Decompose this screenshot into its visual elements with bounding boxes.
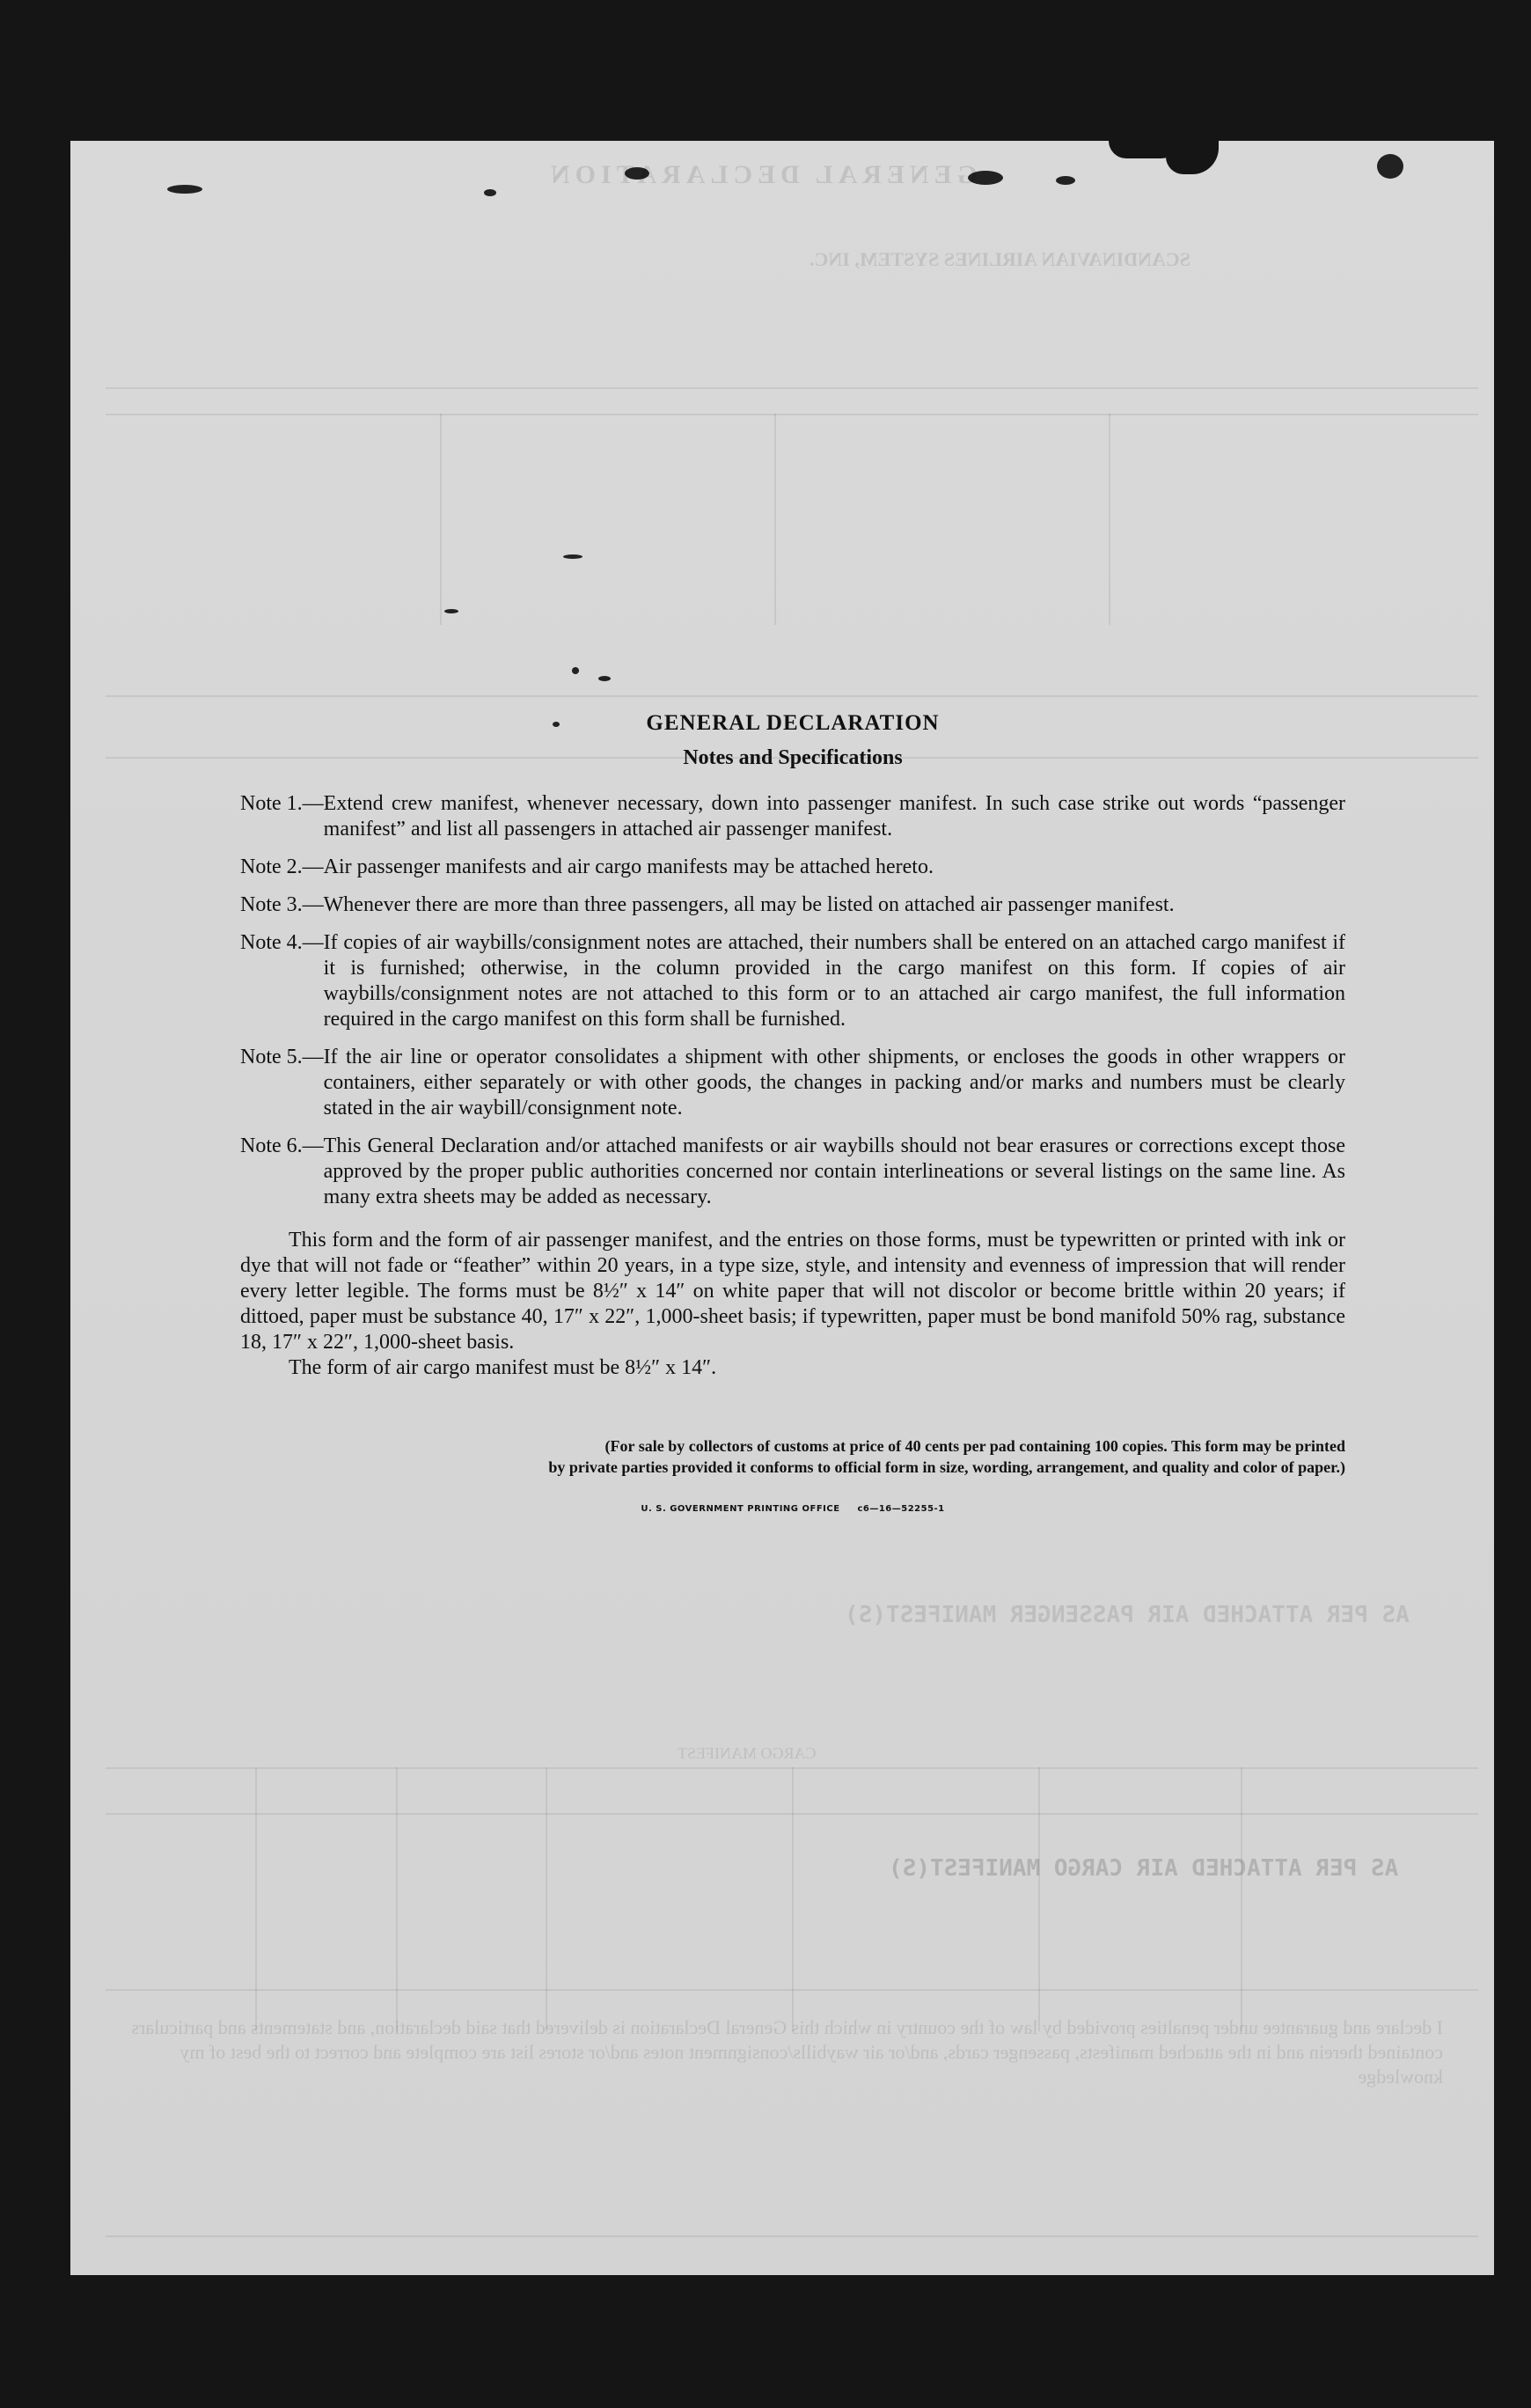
- note-2: [240, 855, 1345, 880]
- ink-speck: [167, 185, 202, 194]
- note-label: Note 1.—: [240, 792, 324, 815]
- ghost-rule: [774, 414, 776, 625]
- ghost-airline: SCANDINAVIAN AIRLINES SYSTEM, INC.: [809, 248, 1190, 270]
- ghost-rule: [396, 1767, 398, 2031]
- note-label: Note 6.—: [240, 1134, 324, 1157]
- form-requirements-paragraph: This form and the form of air passenger manifest, and the entries on those forms, must be typewritten or printed with ink or dye that will not fade or “feather” within 20 years, in a type size, style, and intensity and evenness of impression that will render every letter legible. The forms must be 8½″ x 14″ on white paper that will not discolor or become brittle within 20 years; if dittoed, paper must be substance 40, 17″ x 22″, 1,000-sheet basis; if typewritten, paper must be bond manifold 50% rag, substance 18, 17″ x 22″, 1,000-sheet basis.: [240, 1229, 1345, 1354]
- ghost-rule: [106, 1989, 1478, 1991]
- note-label: Note 5.—: [240, 1046, 324, 1068]
- ink-speck: [484, 189, 496, 196]
- ghost-declaration: I declare and guarantee under penalties provided by law of the country in which this General Declaration is delivered that said declaration, and statements and particulars contained therein and in the attached manifests, passenger cards, and/or air waybills/consignment notes and/or stores list are complete and correct to the best of my knowledge: [131, 2016, 1443, 2088]
- ink-speck: [1377, 154, 1403, 179]
- note-label: Note 3.—: [240, 893, 324, 916]
- ink-speck: [1056, 176, 1075, 185]
- ghost-rule: [792, 1767, 794, 2031]
- note-label: Note 2.—: [240, 855, 324, 878]
- note-text: This General Declaration and/or attached manifests or air waybills should not bear erasures or corrections except those approved by the proper public authorities concerned nor contain interlineations or several listings on the same line. As many extra sheets may be added as necessary.: [323, 1134, 1345, 1208]
- ghost-rule: [106, 387, 1478, 389]
- ghost-stamp-passenger: AS PER ATTACHED AIR PASSENGER MANIFEST(S): [845, 1602, 1410, 1628]
- note-text: Whenever there are more than three passengers, all may be listed on attached air passenger manifest.: [323, 893, 1175, 916]
- note-1: [240, 791, 1345, 842]
- ghost-heading: GENERAL DECLARATION: [546, 160, 978, 189]
- cargo-manifest-size-line: The form of air cargo manifest must be 8½″ x 14″.: [289, 1356, 717, 1379]
- notes-section: [240, 711, 1345, 1514]
- note-label: Note 4.—: [240, 931, 324, 954]
- note-text: Air passenger manifests and air cargo manifests may be attached hereto.: [323, 855, 934, 878]
- sale-notice: [240, 1435, 1345, 1478]
- page-subtitle: Notes and Specifications: [683, 746, 903, 769]
- ink-speck: [444, 609, 458, 613]
- page-title: GENERAL DECLARATION: [646, 711, 940, 735]
- ghost-rule: [1038, 1767, 1040, 2031]
- printer-imprint: U. S. GOVERNMENT PRINTING OFFICE c6—16—52255-1: [641, 1504, 945, 1514]
- ghost-rule: [106, 414, 1478, 415]
- ghost-rule: [1109, 414, 1110, 625]
- note-6: [240, 1134, 1345, 1210]
- note-4: [240, 930, 1345, 1032]
- ghost-rule: [1241, 1767, 1242, 2031]
- ghost-rule: [106, 2235, 1478, 2237]
- ghost-rule: [546, 1767, 547, 2031]
- ghost-rule: [255, 1767, 257, 2031]
- ghost-rule: [106, 695, 1478, 697]
- note-text: Extend crew manifest, whenever necessary, down into passenger manifest. In such case strike out words “passenger manifest” and list all passengers in attached air passenger manifest.: [323, 792, 1345, 841]
- note-text: If copies of air waybills/consignment notes are attached, their numbers shall be entered on an attached cargo manifest if it is furnished; otherwise, in the column provided in the cargo manifest on this form. If copies of air waybills/consignment notes are not attached to this form or to an attached air cargo manifest, the full information required in the cargo manifest on this form shall be furnished.: [323, 931, 1345, 1031]
- sale-notice-line: by private parties provided it conforms to official form in size, wording, arrangement, and quality and color of paper.): [548, 1458, 1345, 1476]
- sale-notice-line: (For sale by collectors of customs at price of 40 cents per pad containing 100 copies. This form may be printed: [604, 1437, 1345, 1455]
- ink-speck: [598, 676, 611, 681]
- torn-edge: [1109, 141, 1179, 158]
- ghost-cargo-manifest: CARGO MANIFEST: [678, 1744, 817, 1762]
- note-5: [240, 1045, 1345, 1121]
- ink-speck: [563, 554, 582, 559]
- note-text: If the air line or operator consolidates a shipment with other shipments, or encloses the goods in other wrappers or containers, either separately or with other goods, the changes in packing and/or marks and numbers must be clearly stated in the air waybill/consignment note.: [323, 1046, 1345, 1120]
- note-3: [240, 892, 1345, 918]
- ghost-rule: [440, 414, 442, 625]
- ink-speck: [572, 667, 579, 674]
- ghost-stamp-cargo: AS PER ATTACHED AIR CARGO MANIFEST(S): [889, 1855, 1399, 1882]
